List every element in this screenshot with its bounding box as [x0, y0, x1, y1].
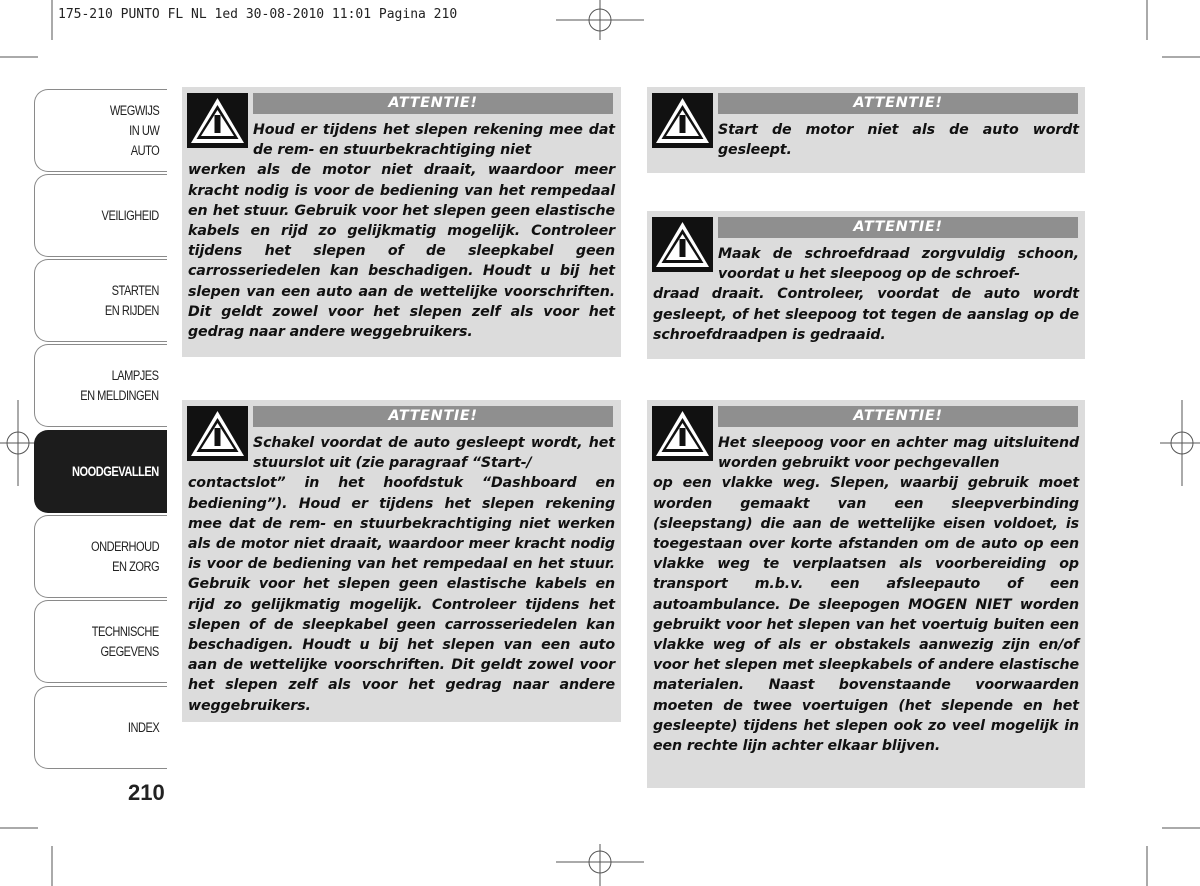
warning-title: ATTENTIE! [718, 217, 1078, 238]
warning-text: Schakel voordat de auto gesleept wordt, het stuurslot uit (zie paragraaf “Start-/ contactslot” in het hoofdstuk “Dashboard en bediening”). Houd er tijdens het slepen rekening mee dat de rem- en stuurbekrachtiging niet werken als de motor niet draait, waardoor meer kracht nodig is voor de bediening van het rempedaal en het stuur. Gebruik voor het slepen geen elastische kabels en rijd zo gelijkmatig mogelijk. Controleer tijdens het slepen of de sleepkabel geen carrosseriedelen kan beschadigen. Houdt u bij het slepen van een auto aan de wettelijke voorschriften. Dit geldt zowel voor het slepen zelf als voor het gedrag naar andere weggebruikers. [188, 435, 615, 714]
warning-box [182, 87, 621, 357]
warning-title: ATTENTIE! [253, 406, 613, 427]
print-header: 175-210 PUNTO FL NL 1ed 30-08-2010 11:01 Pagina 210 [58, 7, 458, 22]
warning-box [647, 400, 1085, 788]
sidebar-tab-technische[interactable]: TECHNISCHE GEGEVENS [34, 600, 167, 683]
warning-box [647, 87, 1085, 173]
warning-title: ATTENTIE! [718, 406, 1078, 427]
warning-text: Start de motor niet als de auto wordt gesleept. [718, 122, 1079, 159]
warning-text: Maak de schroefdraad zorgvuldig schoon, voordat u het sleepoog op de schroef- draad draait. Controleer, voordat de auto wordt gesleept, of het sleepoog tot tegen de aanslag op de schroefdraadpen is gedraaid. [653, 246, 1079, 343]
sidebar-tab-noodgevallen[interactable]: NOODGEVALLEN [34, 430, 167, 513]
warning-title: ATTENTIE! [253, 93, 613, 114]
sidebar-tab-onderhoud[interactable]: ONDERHOUD EN ZORG [34, 515, 167, 598]
warning-box [647, 211, 1085, 359]
page-number: 210 [128, 780, 165, 805]
warning-box [182, 400, 621, 722]
sidebar-tab-starten[interactable]: STARTEN EN RIJDEN [34, 259, 167, 342]
warning-text: Het sleepoog voor en achter mag uitsluitend worden gebruikt voor pechgevallen op een vlakke weg. Slepen, waarbij gebruik moet worden gemaakt van een sleepverbinding (sleepstang) die aan de wettelijke eisen voldoet, is toegestaan over korte afstanden om de auto op een vlakke weg te verplaatsen als voorbereiding op transport m.b.v. een afsleepauto of een autoambulance. De sleepogen MOGEN NIET worden gebruikt voor het slepen van het voertuig buiten een vlakke weg of als er obstakels aanwezig zijn en/of voor het slepen met sleepkabels of andere elastische materialen. Naast bovenstaande voorwaarden moeten de twee voertuigen (het slepende en het gesleepte) tijdens het slepen ook zo veel mogelijk in een rechte lijn achter elkaar blijven. [653, 435, 1079, 755]
sidebar-tab-veiligheid[interactable]: VEILIGHEID [34, 174, 167, 257]
sidebar-tab-wegwijs[interactable]: WEGWIJS IN UW AUTO [34, 89, 167, 172]
sidebar-tab-lampjes[interactable]: LAMPJES EN MELDINGEN [34, 344, 167, 427]
sidebar-tab-index[interactable]: INDEX [34, 686, 167, 769]
warning-title: ATTENTIE! [718, 93, 1078, 114]
warning-text: Houd er tijdens het slepen rekening mee dat de rem- en stuurbekrachtiging niet werken als de motor niet draait, waardoor meer kracht nodig is voor de bediening van het rempedaal en het stuur. Gebruik voor het slepen geen elastische kabels en rijd zo gelijkmatig mogelijk. Controleer tijdens het slepen of de sleepkabel geen carrosseriedelen kan beschadigen. Houdt u bij het slepen van een auto aan de wettelijke voorschriften. Dit geldt zowel voor het slepen zelf als voor het gedrag naar andere weggebruikers. [188, 122, 615, 341]
